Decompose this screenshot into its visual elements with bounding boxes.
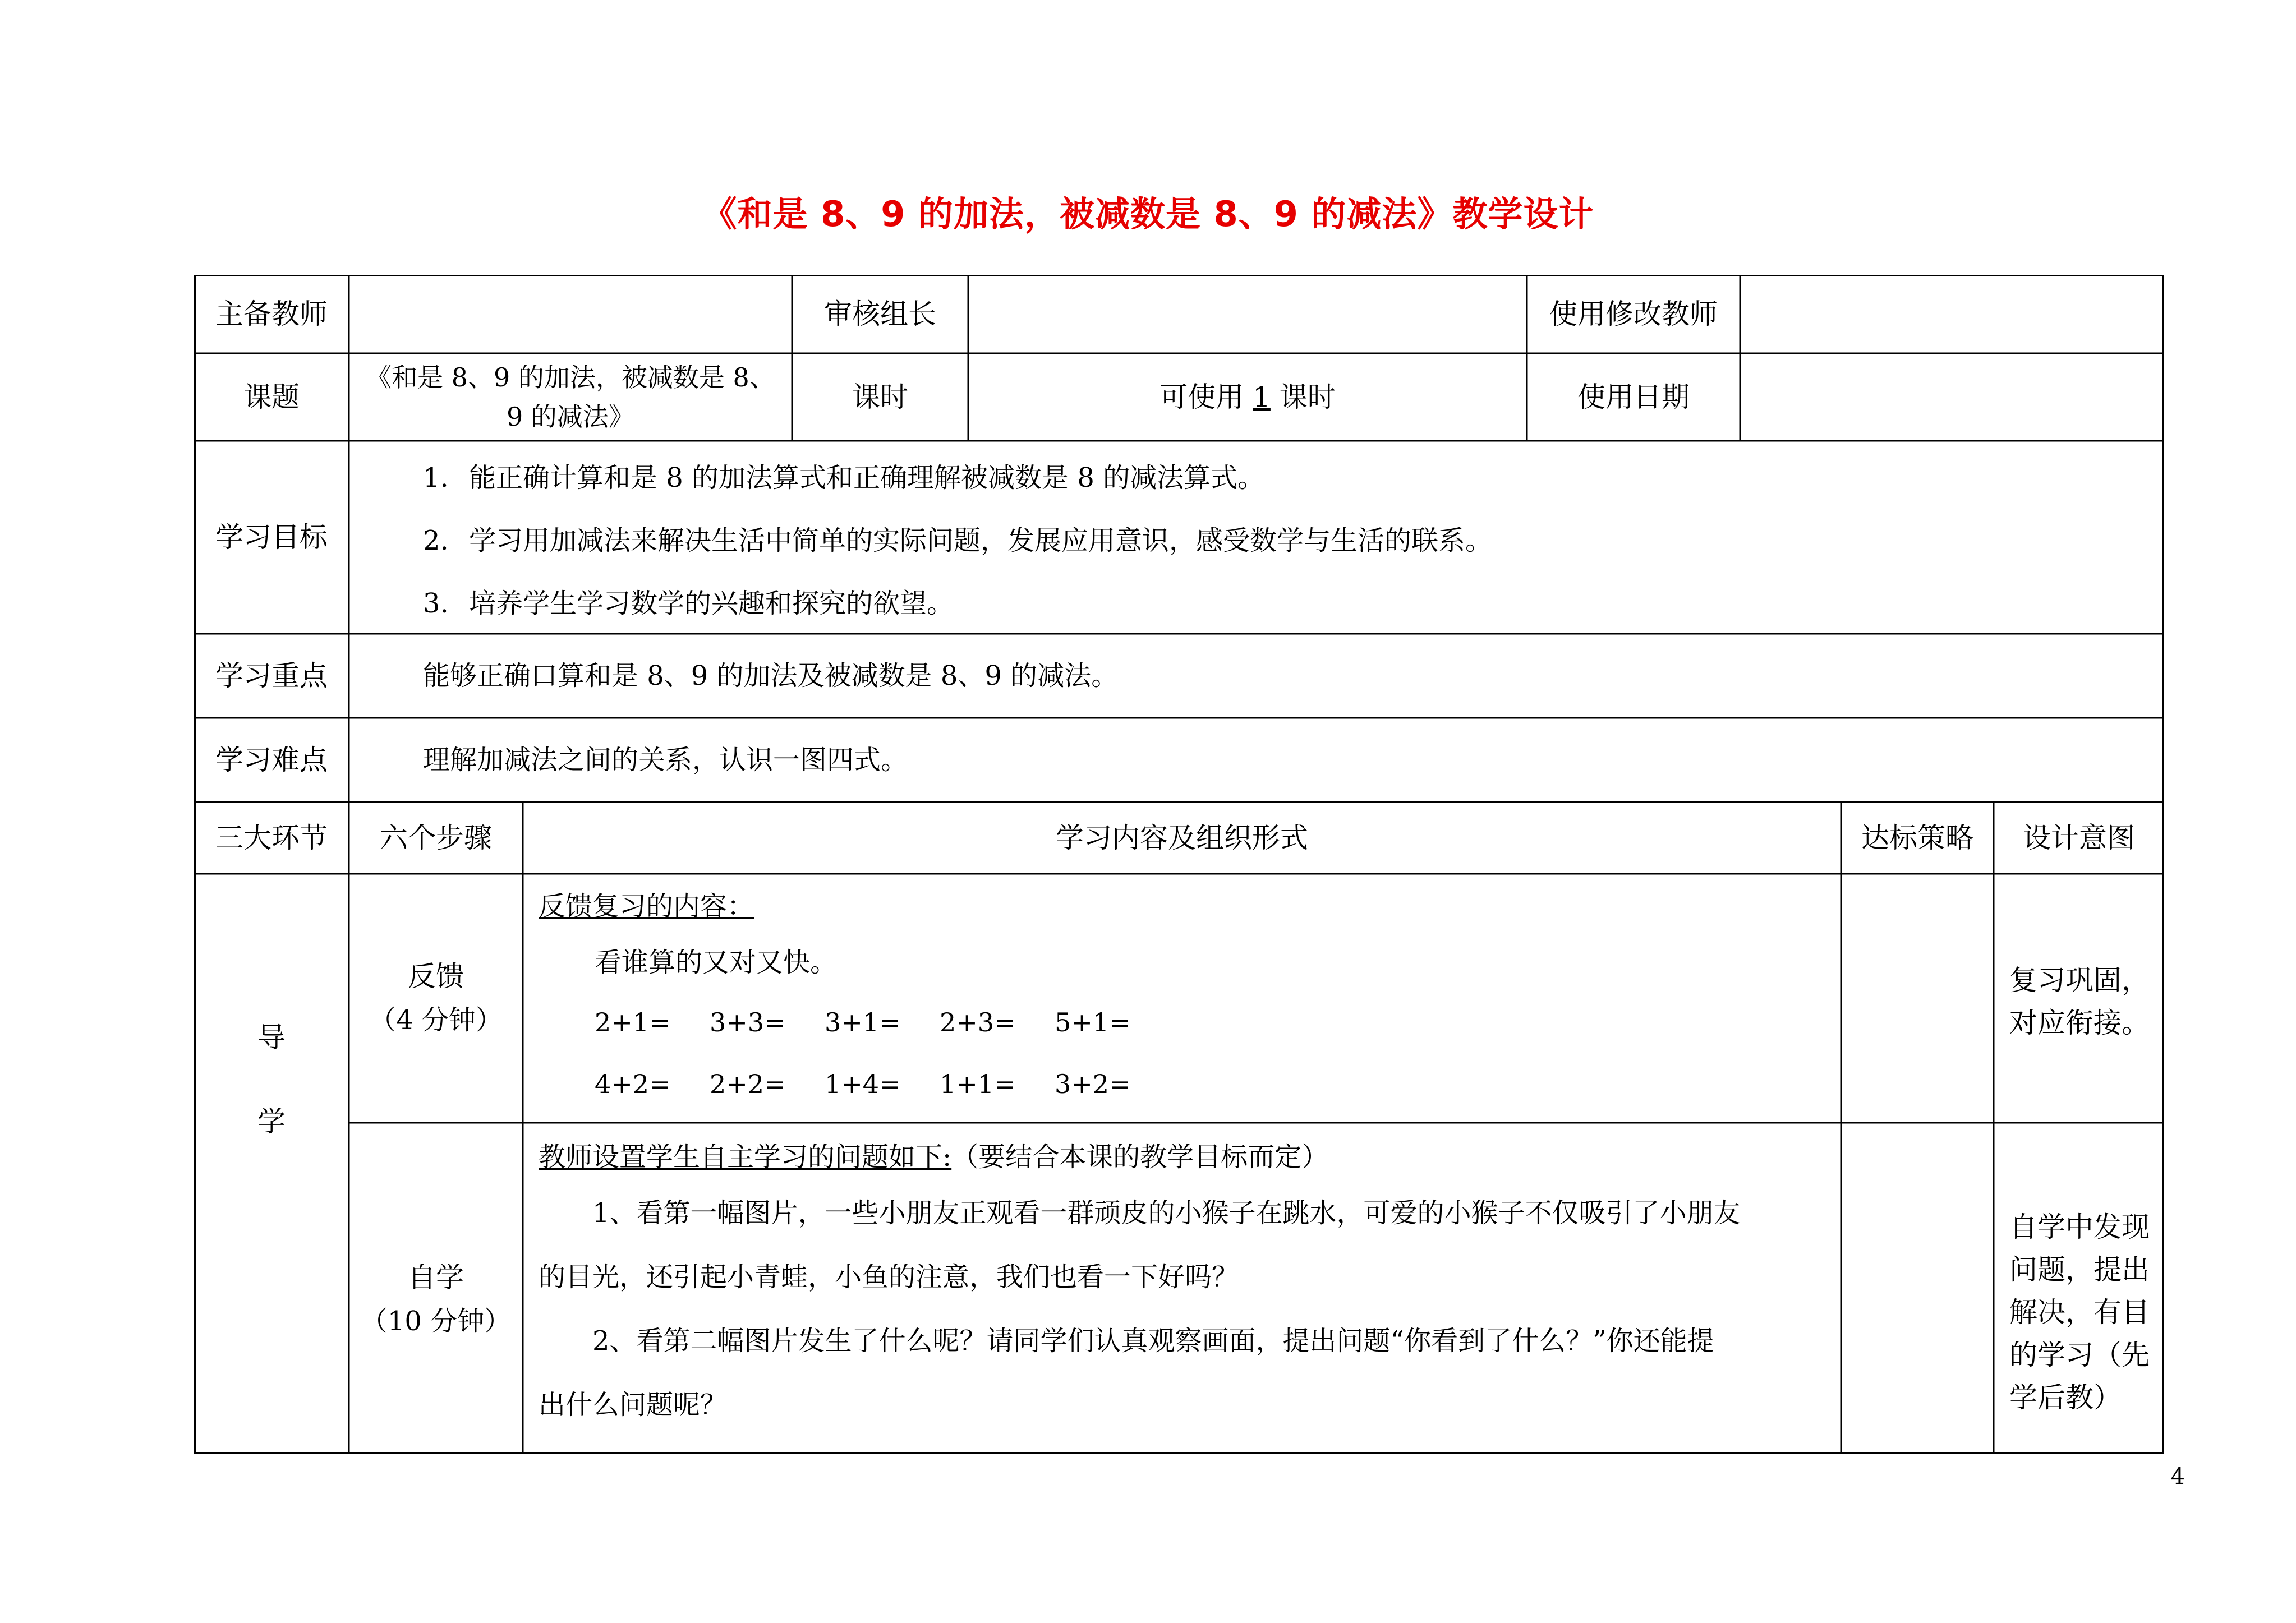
editor-label: 使用修改教师 — [1549, 297, 1718, 330]
editor-value[interactable] — [1740, 275, 2164, 353]
equation: 3+1= — [825, 1007, 901, 1038]
objective-number: 2. — [423, 525, 449, 556]
header-strategy: 达标策略 — [1861, 821, 1973, 854]
objective-text: 学习用加减法来解决生活中简单的实际问题，发展应用意识，感受数学与生活的联系。 — [469, 525, 1493, 556]
objective-number: 1. — [423, 462, 449, 494]
feedback-intent-line: 对应衔接。 — [2009, 1007, 2150, 1039]
self-study-intent-line: 学后教） — [2009, 1381, 2122, 1414]
date-value[interactable] — [1740, 353, 2164, 441]
self-study-intent-line: 的学习（先 — [2009, 1339, 2150, 1371]
equation: 5+1= — [1055, 1007, 1131, 1038]
feedback-instruction: 看谁算的又对又快。 — [595, 947, 838, 978]
self-study-strategy[interactable] — [1841, 1123, 1994, 1454]
objective-item — [349, 509, 2144, 572]
equation: 3+3= — [710, 1007, 786, 1038]
self-study-intent — [2009, 1206, 2161, 1419]
equation: 2+1= — [595, 1007, 671, 1038]
stage-char-dao: 导 — [257, 1021, 286, 1054]
hours-prefix: 可使用 — [1159, 380, 1253, 413]
key-points-label: 学习重点 — [215, 659, 328, 692]
difficulties-label: 学习难点 — [215, 743, 328, 776]
topic-label: 课题 — [243, 380, 300, 413]
topic-value-line2: 9 的减法》 — [507, 402, 634, 432]
feedback-intent — [2009, 959, 2155, 1044]
feedback-equations-row1 — [539, 1007, 1829, 1038]
document-title: 《和是 8、9 的加法，被减数是 8、9 的减法》教学设计 — [702, 193, 1594, 234]
feedback-heading: 反馈复习的内容： — [539, 891, 754, 922]
paragraph-line: 1、看第一幅图片，一些小朋友正观看一群顽皮的小猴子在跳水，可爱的小猴子不仅吸引了小朋友 — [592, 1197, 1741, 1229]
header-intent: 设计意图 — [2023, 821, 2135, 854]
equation: 1+4= — [825, 1069, 901, 1099]
topic-value — [349, 353, 792, 441]
lead-teacher-value[interactable] — [349, 275, 792, 353]
self-study-heading-note: （要结合本课的教学目标而定） — [951, 1141, 1329, 1173]
equation: 1+1= — [940, 1069, 1016, 1099]
lead-teacher-label: 主备教师 — [215, 297, 328, 330]
objective-item — [349, 572, 2144, 635]
self-study-step-duration: （10 分钟） — [360, 1306, 512, 1337]
reviewer-value[interactable] — [968, 275, 1527, 353]
self-study-heading — [539, 1133, 1829, 1181]
equation: 3+2= — [1055, 1069, 1131, 1099]
self-study-content — [539, 1133, 1829, 1437]
self-study-intent-line: 解决，有目 — [2009, 1296, 2150, 1329]
difficulties-text: 理解加减法之间的关系，认识一图四式。 — [423, 744, 908, 776]
key-points-text: 能够正确口算和是 8、9 的加法及被减数是 8、9 的减法。 — [423, 660, 1119, 691]
objective-item — [349, 446, 2144, 509]
equation: 2+3= — [940, 1007, 1016, 1038]
objectives-label: 学习目标 — [215, 520, 328, 554]
reviewer-label: 审核组长 — [824, 297, 936, 330]
equation: 4+2= — [595, 1069, 671, 1099]
feedback-step-name: 反馈 — [408, 960, 464, 993]
self-study-step-name: 自学 — [408, 1261, 464, 1294]
self-study-heading-main: 教师设置学生自主学习的问题如下: — [539, 1141, 952, 1173]
self-study-paragraph-2 — [539, 1309, 1829, 1437]
paragraph-line: 2、看第二幅图片发生了什么呢？请同学们认真观察画面，提出问题“你看到了什么？”你还能提 — [592, 1325, 1714, 1357]
feedback-step-duration: （4 分钟） — [369, 1004, 503, 1036]
equation: 2+2= — [710, 1069, 786, 1099]
hours-suffix: 课时 — [1270, 380, 1336, 413]
self-study-intent-line: 问题，提出 — [2009, 1253, 2150, 1286]
self-study-step — [349, 1123, 523, 1454]
topic-value-line1: 《和是 8、9 的加法，被减数是 8、 — [366, 362, 775, 393]
objective-number: 3. — [423, 588, 449, 619]
objective-text: 能正确计算和是 8 的加法算式和正确理解被减数是 8 的减法算式。 — [469, 462, 1265, 494]
page-number: 4 — [2170, 1464, 2185, 1490]
feedback-equations-row2 — [539, 1069, 1829, 1099]
paragraph-line: 出什么问题呢？ — [539, 1389, 728, 1421]
objective-text: 培养学生学习数学的兴趣和探究的欲望。 — [469, 588, 954, 619]
feedback-intent-line: 复习巩固， — [2009, 964, 2150, 997]
self-study-paragraph-1 — [539, 1181, 1829, 1309]
self-study-intent-line: 自学中发现 — [2009, 1211, 2150, 1243]
hours-value — [968, 353, 1527, 441]
date-label: 使用日期 — [1577, 380, 1690, 413]
header-stage: 三大环节 — [215, 821, 328, 854]
stage-char-xue: 学 — [257, 1105, 286, 1138]
feedback-strategy[interactable] — [1841, 874, 1994, 1123]
objectives-list — [349, 441, 2144, 635]
header-steps: 六个步骤 — [380, 821, 492, 854]
hours-number: 1 — [1253, 380, 1271, 413]
feedback-content — [539, 889, 1829, 1099]
header-content: 学习内容及组织形式 — [1056, 821, 1308, 854]
hours-label: 课时 — [852, 380, 908, 413]
paragraph-line: 的目光，还引起小青蛙，小鱼的注意，我们也看一下好吗？ — [539, 1261, 1239, 1293]
feedback-step — [349, 874, 523, 1123]
